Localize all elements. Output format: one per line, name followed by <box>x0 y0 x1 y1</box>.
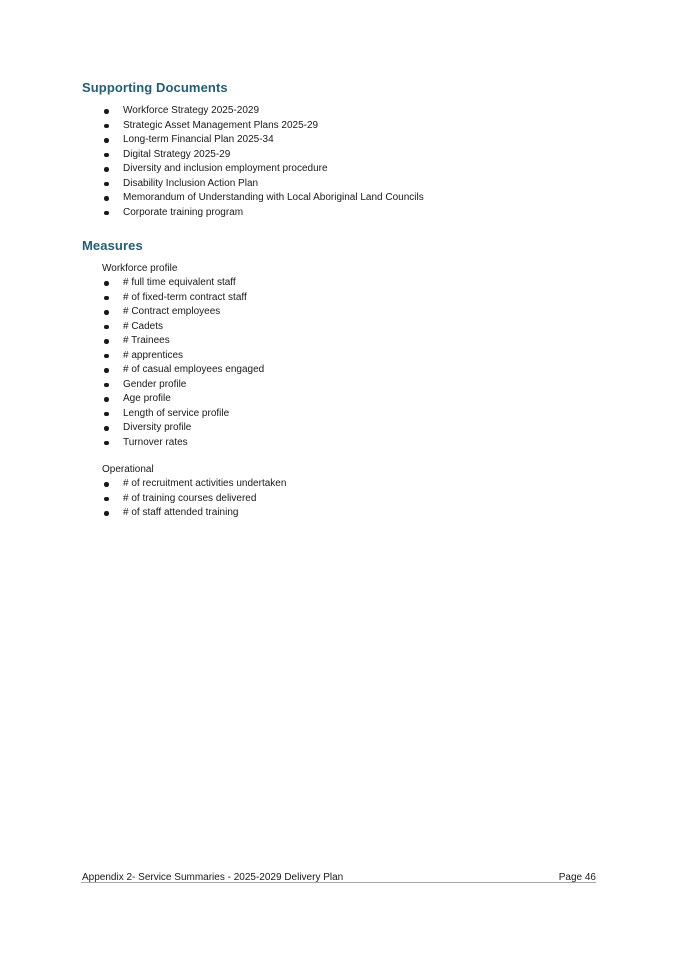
list-item-text: # Trainees <box>123 335 170 346</box>
bullet-icon <box>104 511 109 516</box>
footer-title: Appendix 2- Service Summaries - 2025-2029 Delivery Plan <box>82 872 344 883</box>
list-item <box>104 291 264 306</box>
list-item-text: Length of service profile <box>123 407 230 419</box>
list-item <box>104 162 424 177</box>
bullet-icon <box>104 426 109 431</box>
operational-label: Operational <box>102 464 154 475</box>
list-item <box>104 492 286 507</box>
workforce-profile-list <box>104 276 264 450</box>
list-item <box>104 392 264 407</box>
bullet-icon <box>104 482 109 487</box>
workforce-profile-label: Workforce profile <box>102 263 178 274</box>
bullet-icon <box>104 383 109 388</box>
bullet-icon <box>104 281 109 286</box>
bullet-icon <box>104 153 109 158</box>
list-item <box>104 320 264 335</box>
bullet-icon <box>104 412 109 417</box>
list-item-text: Corporate training program <box>123 206 244 218</box>
list-item-text: Digital Strategy 2025-29 <box>123 148 231 160</box>
list-item-text: # apprentices <box>123 349 184 361</box>
bullet-icon <box>104 211 109 216</box>
operational-list <box>104 477 286 521</box>
list-item <box>104 477 286 492</box>
list-item <box>104 177 424 192</box>
bullet-icon <box>104 354 109 359</box>
bullet-icon <box>104 325 109 330</box>
list-item-text: # of casual employees engaged <box>123 364 265 375</box>
list-item-text: # of staff attended training <box>123 507 239 518</box>
bullet-icon <box>104 109 109 114</box>
list-item <box>104 363 264 378</box>
bullet-icon <box>104 368 109 373</box>
page-number: Page 46 <box>558 872 596 883</box>
list-item-text: Strategic Asset Management Plans 2025-29 <box>123 119 319 131</box>
bullet-icon <box>104 310 109 315</box>
bullet-icon <box>104 397 109 402</box>
list-item <box>104 104 424 119</box>
list-item-text: # of training courses delivered <box>123 492 257 504</box>
list-item <box>104 407 264 422</box>
list-item <box>104 119 424 134</box>
list-item-text: Gender profile <box>123 378 187 390</box>
supporting-documents-heading: Supporting Documents <box>82 80 228 95</box>
list-item <box>104 506 286 521</box>
list-item-text: Age profile <box>123 393 171 404</box>
list-item-text: # of recruitment activities undertaken <box>123 478 287 489</box>
list-item-text: Memorandum of Understanding with Local Aboriginal Land Councils <box>123 192 424 203</box>
list-item <box>104 133 424 148</box>
list-item <box>104 305 264 320</box>
list-item-text: Long-term Financial Plan 2025-34 <box>123 134 274 145</box>
bullet-icon <box>104 339 109 344</box>
list-item-text: Turnover rates <box>123 436 188 448</box>
bullet-icon <box>104 167 109 172</box>
list-item-text: # Cadets <box>123 320 164 332</box>
list-item-text: Diversity profile <box>123 422 192 433</box>
list-item <box>104 276 264 291</box>
list-item <box>104 148 424 163</box>
bullet-icon <box>104 196 109 201</box>
bullet-icon <box>104 124 109 129</box>
list-item-text: # of fixed-term contract staff <box>123 291 247 303</box>
list-item-text: # Contract employees <box>123 306 221 317</box>
bullet-icon <box>104 296 109 301</box>
list-item-text: Diversity and inclusion employment procedure <box>123 163 328 174</box>
list-item <box>104 436 264 451</box>
list-item-text: # full time equivalent staff <box>123 277 236 288</box>
bullet-icon <box>104 182 109 187</box>
bullet-icon <box>104 497 109 502</box>
list-item <box>104 191 424 206</box>
list-item <box>104 378 264 393</box>
list-item <box>104 334 264 349</box>
list-item-text: Disability Inclusion Action Plan <box>123 177 259 189</box>
supporting-documents-list <box>104 104 424 220</box>
measures-heading: Measures <box>82 238 143 253</box>
bullet-icon <box>104 441 109 446</box>
list-item <box>104 349 264 364</box>
list-item <box>104 206 424 221</box>
list-item-text: Workforce Strategy 2025-2029 <box>123 105 260 116</box>
list-item <box>104 421 264 436</box>
bullet-icon <box>104 138 109 143</box>
